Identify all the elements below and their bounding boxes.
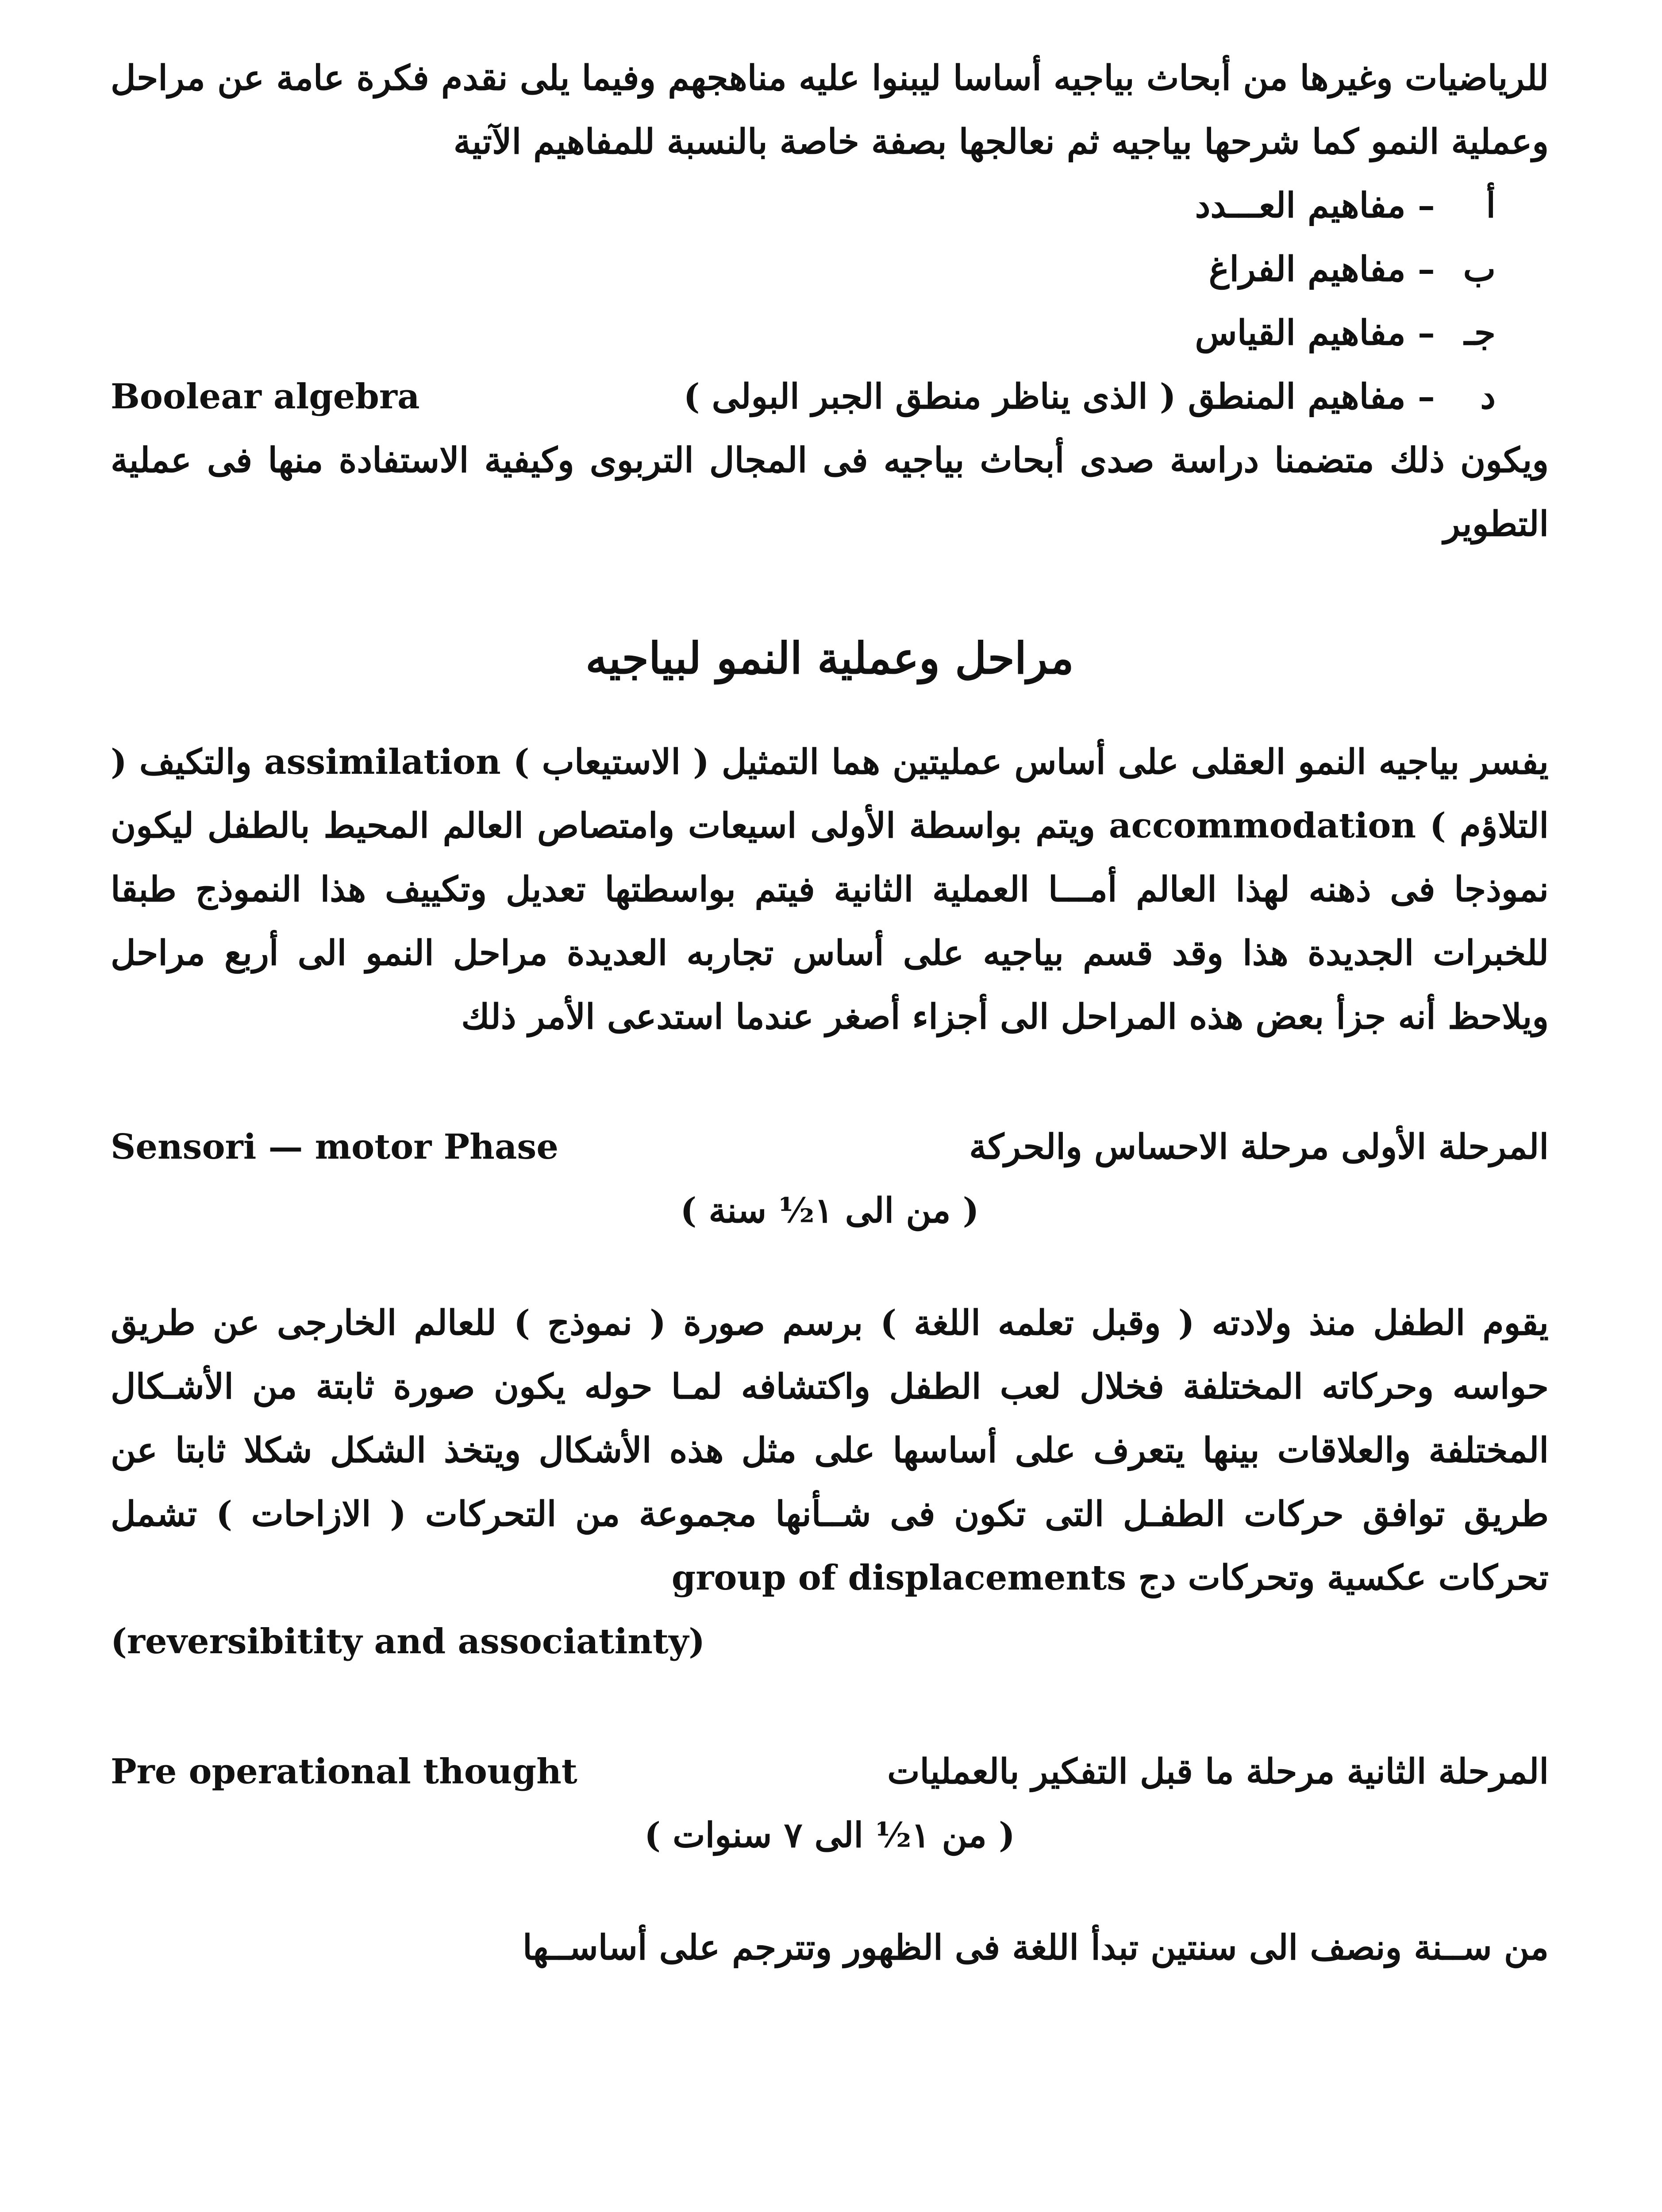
english-term: Boolear algebra bbox=[111, 376, 420, 417]
concepts-list bbox=[111, 174, 1549, 429]
list-text: – bbox=[1405, 249, 1435, 289]
english-term: assimilation bbox=[264, 742, 501, 782]
list-letter: د bbox=[1480, 376, 1496, 417]
english-term: group of displacements bbox=[671, 1558, 1127, 1598]
list-item bbox=[111, 238, 1496, 301]
list-letter: أ bbox=[1486, 185, 1496, 226]
list-letter: ب bbox=[1463, 249, 1496, 289]
outro-paragraph: ويكون ذلك متضمنا دراسة صدى أبحاث بياجيه فى المجال التربوى وكيفية الاستفادة منها فى عملية التطوير bbox=[111, 440, 1549, 544]
list-text: مفاهيم القياس bbox=[1195, 313, 1406, 353]
paragraph-text: والتكيف ( التلاؤم ) bbox=[111, 742, 1549, 846]
phase-title-english: Sensori — motor Phase bbox=[111, 1127, 558, 1167]
phase-title-english: Pre operational thought bbox=[111, 1751, 577, 1792]
text-body bbox=[111, 46, 1549, 1980]
paragraph-text: ويتم بواسطة الأولى اسيعات وامتصاص العالم المحيط بالطفل ليكون نموذجا فى ذهنه لهذا العالم أمـــا العملية الثانية فيتم بواسطتها تعديل وتكييف هذا النموذج طبقا للخبرات الجديدة هذا وقد قسم بياجيه على أساس تجاربه العديدة مراحل النمو الى أربع مراحل ويلاحظ أنه جزأ بعض هذه المراحل الى أجزاء أصغر عندما استدعى الأمر ذلك bbox=[111, 806, 1549, 1037]
list-item bbox=[111, 365, 1496, 429]
section-heading: مراحل وعملية النمو لبياجيه bbox=[585, 633, 1074, 684]
phase-title-arabic: المرحلة الأولى مرحلة الاحساس والحركة bbox=[969, 1127, 1549, 1167]
phase-title-arabic: المرحلة الثانية مرحلة ما قبل التفكير بالعمليات bbox=[887, 1751, 1549, 1792]
list-text: – bbox=[1405, 185, 1435, 226]
list-item bbox=[111, 174, 1496, 238]
phase2-title bbox=[111, 1740, 1549, 1804]
list-letter: جـ bbox=[1464, 313, 1496, 353]
phase-age-range: ( من الى ١½ سنة ) bbox=[680, 1190, 979, 1231]
list-text: – bbox=[1405, 376, 1435, 417]
english-line: (reversibitity and associatinty) bbox=[111, 1621, 705, 1662]
phase2-paragraph: من ســنة ونصف الى سنتين تبدأ اللغة فى الظهور وتترجم على أساســها bbox=[522, 1928, 1549, 1968]
paragraph-text: يقوم الطفل منذ ولادته ( وقبل تعلمه اللغة ) برسم صورة ( نموذج ) للعالم الخارجى عن طريق حواسه وحركاته المختلفة فخلال لعب الطفل واكتشافه لمـا حوله يكون صورة ثابتة من الأشـكال المختلفة والعلاقات بينها يتعرف على أساسها على مثل هذه الأشكال ويتخذ الشكل شكلا ثابتا عن طريق توافق حركات الطفـل التى تكون فى شــأنها مجموعة من التحركات ( الازاحات ) تشمل تحركات عكسية وتحركات دج bbox=[111, 1303, 1549, 1598]
phase1-title bbox=[111, 1115, 1549, 1179]
phase1-paragraph bbox=[111, 1291, 1549, 1610]
list-text: مفاهيم الفراغ bbox=[1208, 249, 1406, 289]
list-text: مفاهيم العـــدد bbox=[1195, 185, 1406, 226]
paragraph-text: يفسر بياجيه النمو العقلى على أساس عمليتين هما التمثيل ( الاستيعاب ) bbox=[513, 742, 1549, 782]
intro-paragraph: للرياضيات وغيرها من أبحاث بياجيه أساسا ليبنوا عليه مناهجهم وفيما يلى نقدم فكرة عامة عن مراحل وعملية النمو كما شرحها بياجيه ثم نعالجها بصفة خاصة بالنسبة للمفاهيم الآتية bbox=[111, 58, 1549, 162]
list-text: مفاهيم المنطق ( الذى يناظر منطق الجبر البولى ) bbox=[683, 376, 1406, 417]
english-term: accommodation bbox=[1108, 806, 1416, 846]
list-text: – bbox=[1405, 313, 1435, 353]
growth-paragraph bbox=[111, 730, 1549, 1049]
list-item bbox=[111, 301, 1496, 365]
phase-age-range: ( من ١½ الى ٧ سنوات ) bbox=[644, 1815, 1015, 1855]
